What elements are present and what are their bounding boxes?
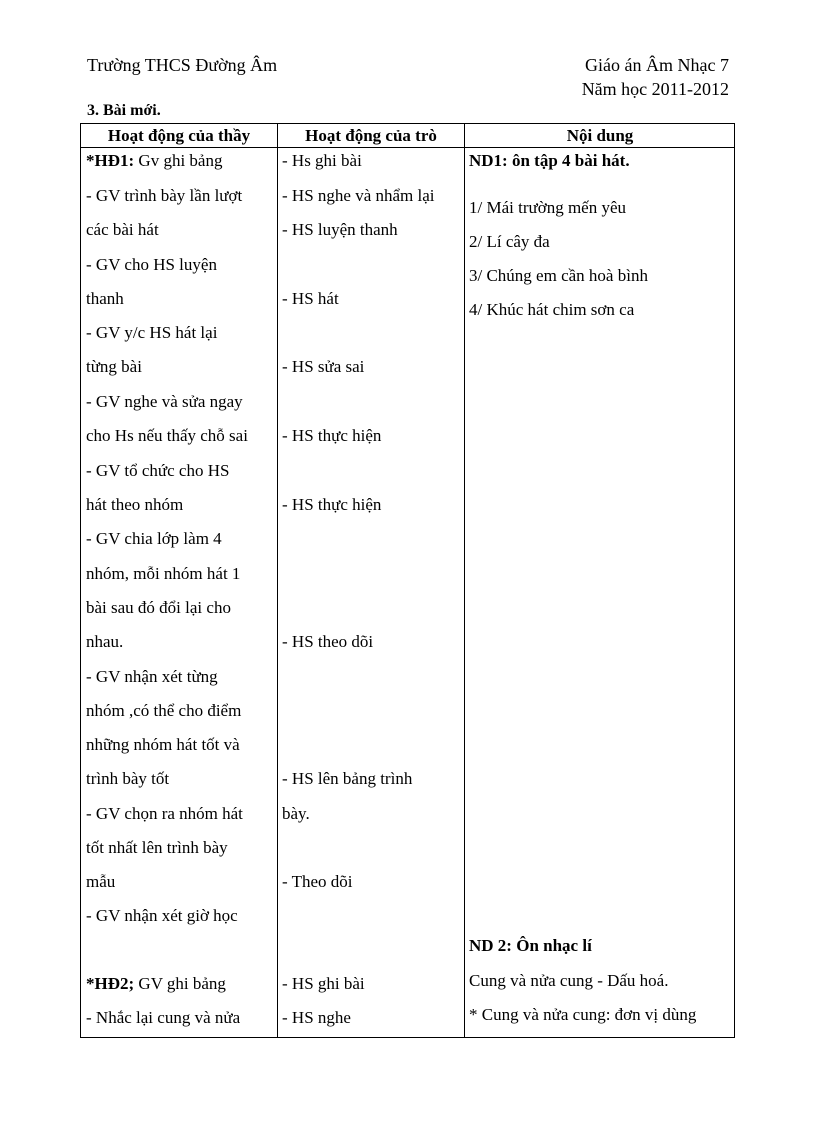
header-content: Nội dung xyxy=(566,126,634,145)
teacher-activity-line xyxy=(86,804,243,824)
cell-text: - GV tổ chức cho HS xyxy=(86,461,230,480)
student-activity-line: - HS thực hiện xyxy=(282,495,382,514)
column-divider xyxy=(277,124,278,1037)
teacher-activity-line xyxy=(86,598,231,618)
cell-text: - GV chọn ra nhóm hát xyxy=(86,804,243,823)
cell-text: - GV cho HS luyện xyxy=(86,255,217,274)
teacher-activity-line xyxy=(86,564,240,584)
teacher-activity-line xyxy=(86,1008,240,1028)
content-line xyxy=(469,266,648,286)
cell-text: 4/ Khúc hát chim sơn ca xyxy=(469,300,635,319)
teacher-activity-line xyxy=(86,667,218,687)
section-title: 3. Bài mới. xyxy=(87,102,161,119)
student-activity-line: - Hs ghi bài xyxy=(282,151,362,170)
lesson-plan-title: Giáo án Âm Nhạc 7 xyxy=(585,55,729,75)
student-activity-line: - HS thực hiện xyxy=(282,426,382,445)
content-line xyxy=(469,1005,696,1025)
teacher-activity-line xyxy=(86,872,115,892)
teacher-activity-line xyxy=(86,151,222,171)
cell-text: nhóm ,có thể cho điểm xyxy=(86,701,242,720)
cell-text: - GV nhận xét giờ học xyxy=(86,906,238,925)
teacher-activity-line xyxy=(86,220,159,240)
student-activity-line: bày. xyxy=(282,804,310,823)
cell-text: 2/ Lí cây đa xyxy=(469,232,550,251)
cell-text: - GV nhận xét từng xyxy=(86,667,218,686)
student-activity-line: - HS lên bảng trình xyxy=(282,769,413,788)
school-year: Năm học 2011-2012 xyxy=(581,79,729,99)
cell-text: Cung và nửa cung - Dấu hoá. xyxy=(469,971,669,990)
student-activity-line: - HS luyện thanh xyxy=(282,220,398,239)
student-activity-line: - HS hát xyxy=(282,289,339,308)
cell-text: bài sau đó đổi lại cho xyxy=(86,598,231,617)
teacher-activity-line xyxy=(86,357,142,377)
cell-text: * Cung và nửa cung: đơn vị dùng xyxy=(469,1005,697,1024)
teacher-activity-line xyxy=(86,529,222,549)
cell-text: - Nhắc lại cung và nửa xyxy=(86,1008,241,1027)
lesson-table xyxy=(80,123,735,1038)
student-activity-line: - HS nghe xyxy=(282,1008,351,1027)
cell-text: - GV trình bày lần lượt xyxy=(86,186,243,205)
cell-text: nhau. xyxy=(86,632,124,651)
content-line xyxy=(469,936,592,956)
teacher-activity-line xyxy=(86,906,238,926)
teacher-activity-line xyxy=(86,769,169,789)
cell-text: mẫu xyxy=(86,872,116,891)
school-name: Trường THCS Đường Âm xyxy=(87,55,278,75)
teacher-activity-line xyxy=(86,323,217,343)
content-line xyxy=(469,198,626,218)
cell-text: GV ghi bảng xyxy=(134,974,226,993)
teacher-activity-line xyxy=(86,186,242,206)
teacher-activity-line xyxy=(86,255,217,275)
student-activity-line: - HS ghi bài xyxy=(282,974,365,993)
teacher-activity-line xyxy=(86,974,226,994)
cell-text: nhóm, mỗi nhóm hát 1 xyxy=(86,564,241,583)
bold-label: ND1: ôn tập 4 bài hát. xyxy=(469,151,630,170)
student-activity-line: - HS theo dõi xyxy=(282,632,374,651)
cell-text: thanh xyxy=(86,289,124,308)
student-activity-line: - Theo dõi xyxy=(282,872,353,891)
teacher-activity-line xyxy=(86,495,183,515)
cell-text: 1/ Mái trường mến yêu xyxy=(469,198,627,217)
cell-text: tốt nhất lên trình bày xyxy=(86,838,228,857)
cell-text: từng bài xyxy=(86,357,142,376)
cell-text: trình bày tốt xyxy=(86,769,170,788)
content-line xyxy=(469,151,630,171)
column-divider xyxy=(464,124,465,1037)
cell-text: hát theo nhóm xyxy=(86,495,184,514)
header-student: Hoạt động của trò xyxy=(305,126,437,145)
content-line xyxy=(469,300,634,320)
content-line xyxy=(469,971,668,991)
teacher-activity-line xyxy=(86,426,248,446)
cell-text: cho Hs nếu thấy chỗ sai xyxy=(86,426,248,445)
teacher-activity-line xyxy=(86,735,240,755)
student-activity-line: - HS nghe và nhẩm lại xyxy=(282,186,435,205)
teacher-activity-line xyxy=(86,632,123,652)
cell-text: các bài hát xyxy=(86,220,159,239)
header-teacher: Hoạt động của thầy xyxy=(107,126,251,145)
cell-text: 3/ Chúng em cần hoà bình xyxy=(469,266,648,285)
student-activity-line: - HS sửa sai xyxy=(282,357,365,376)
cell-text: - GV nghe và sửa ngay xyxy=(86,392,243,411)
bold-label: ND 2: Ôn nhạc lí xyxy=(469,936,592,955)
cell-text: Gv ghi bảng xyxy=(134,151,223,170)
teacher-activity-line xyxy=(86,838,228,858)
bold-label: *HĐ2; xyxy=(86,974,135,993)
bold-label: *HĐ1: xyxy=(86,151,135,170)
teacher-activity-line xyxy=(86,289,124,309)
cell-text: những nhóm hát tốt và xyxy=(86,735,240,754)
cell-text: - GV chia lớp làm 4 xyxy=(86,529,222,548)
teacher-activity-line xyxy=(86,392,243,412)
teacher-activity-line xyxy=(86,461,229,481)
teacher-activity-line xyxy=(86,701,241,721)
content-line xyxy=(469,232,550,252)
cell-text: - GV y/c HS hát lại xyxy=(86,323,218,342)
header-divider xyxy=(81,147,734,148)
